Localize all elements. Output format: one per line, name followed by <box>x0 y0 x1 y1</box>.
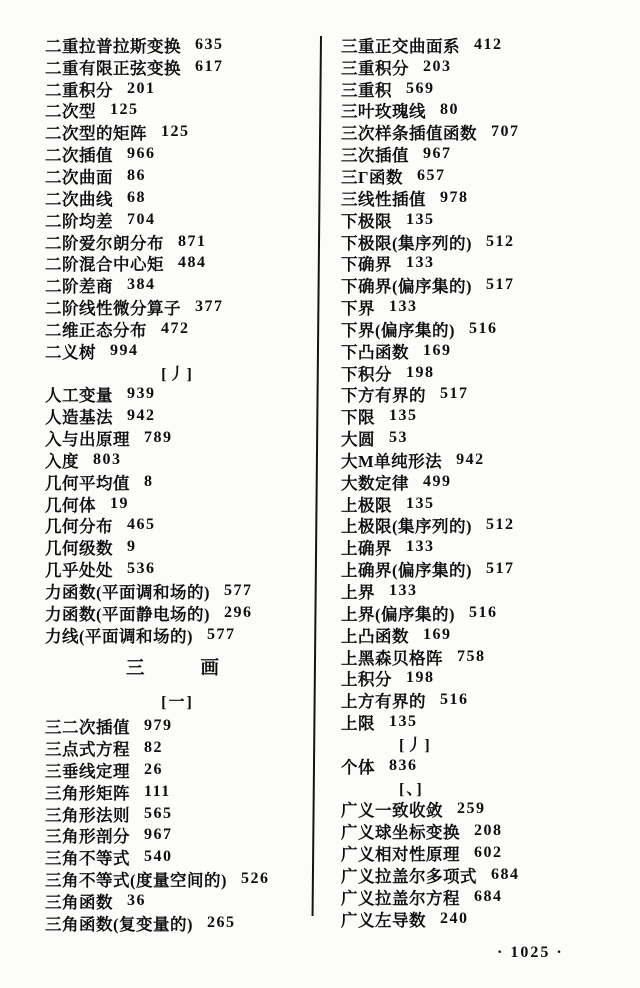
index-entry <box>341 471 623 493</box>
entry-term: 几何级数 <box>45 539 113 559</box>
entry-page-number: 978 <box>440 188 469 206</box>
entry-term: 下极限(集序列的) <box>341 233 472 253</box>
entry-term: 二维正态分布 <box>45 320 147 340</box>
entry-page-number: 516 <box>440 691 469 709</box>
entry-term: 三叶玫瑰线 <box>341 102 426 122</box>
entry-term: 二阶爱尔朗分布 <box>45 233 164 253</box>
entry-page-number: 86 <box>127 166 146 184</box>
section-header-char: 三 <box>125 658 145 679</box>
index-entry <box>45 143 310 165</box>
entry-term: 二次型的矩阵 <box>45 124 147 144</box>
entry-page-number: 526 <box>241 870 270 888</box>
entry-term: 三角函数(复变量的) <box>45 914 193 934</box>
entry-term: 上界(偏序集的) <box>341 604 455 624</box>
entry-term: 二重积分 <box>45 80 113 100</box>
index-entry <box>341 231 623 253</box>
entry-term: 大数定律 <box>341 473 409 493</box>
entry-term: 三重积分 <box>341 58 409 78</box>
entry-term: 下确界 <box>341 255 392 275</box>
entry-page-number: 516 <box>469 319 498 337</box>
column-divider <box>312 36 322 916</box>
stroke-group-marker: [丿] <box>399 737 432 755</box>
entry-term: 大圆 <box>341 430 375 450</box>
entry-page-number: 536 <box>127 560 156 578</box>
entry-page-number: 942 <box>127 407 156 425</box>
page-number: · 1025 · <box>497 944 564 961</box>
entry-page-number: 517 <box>486 276 515 294</box>
entry-term: 下极限 <box>341 211 392 231</box>
entry-page-number: 135 <box>389 713 418 731</box>
entry-term: 上极限 <box>341 495 392 515</box>
index-entry <box>45 803 310 825</box>
entry-page-number: 203 <box>423 57 452 75</box>
entry-term: 三垂线定理 <box>45 761 130 781</box>
entry-page-number: 871 <box>178 232 207 250</box>
entry-page-number: 384 <box>127 276 156 294</box>
index-entry <box>45 846 310 868</box>
entry-term: 二次曲面 <box>45 167 113 187</box>
index-entry <box>341 100 623 122</box>
index-entry <box>45 624 310 646</box>
entry-term: 力函数(平面调和场的) <box>45 583 210 603</box>
index-entry <box>45 340 310 362</box>
entry-term: 二阶差商 <box>45 277 113 297</box>
index-entry <box>45 890 310 912</box>
entry-page-number: 516 <box>469 603 498 621</box>
index-entry <box>341 799 623 821</box>
entry-term: 广义一致收敛 <box>341 801 443 821</box>
entry-page-number: 26 <box>144 760 163 778</box>
stroke-group-marker: [丿] <box>161 366 194 384</box>
entry-term: 二阶混合中心矩 <box>45 255 164 275</box>
entry-page-number: 111 <box>144 782 171 800</box>
index-entry <box>45 384 310 406</box>
index-entry <box>341 427 623 449</box>
index-entry <box>341 908 623 930</box>
index-entry <box>341 252 623 274</box>
entry-term: 下限 <box>341 408 375 428</box>
entry-term: 三二次插值 <box>45 718 130 738</box>
entry-page-number: 565 <box>144 804 173 822</box>
entry-term: 三重正交曲面系 <box>341 36 460 56</box>
index-entry <box>45 493 310 515</box>
index-entry <box>341 187 623 209</box>
entry-page-number: 133 <box>389 298 418 316</box>
entry-page-number: 577 <box>207 625 236 643</box>
index-entry <box>341 536 623 558</box>
left-column <box>45 34 310 934</box>
entry-page-number: 133 <box>406 538 435 556</box>
entry-term: 下方有界的 <box>341 386 426 406</box>
index-entry <box>45 187 310 209</box>
entry-term: 力线(平面调和场的) <box>45 626 193 646</box>
index-entry <box>341 842 623 864</box>
index-entry <box>45 515 310 537</box>
index-entry <box>341 624 623 646</box>
entry-term: 个体 <box>341 757 375 777</box>
index-entry <box>45 121 310 143</box>
entry-page-number: 577 <box>224 582 253 600</box>
entry-page-number: 657 <box>417 166 446 184</box>
index-entry <box>45 715 310 737</box>
index-entry <box>45 536 310 558</box>
section-header-char: 画 <box>200 658 220 679</box>
index-entry <box>45 427 310 449</box>
entry-term: 下确界(偏序集的) <box>341 277 472 297</box>
index-entry <box>45 274 310 296</box>
entry-page-number: 36 <box>127 891 146 909</box>
entry-page-number: 635 <box>195 35 224 53</box>
entry-term: 广义拉盖尔多项式 <box>341 866 477 886</box>
entry-page-number: 169 <box>423 341 452 359</box>
entry-term: 二重有限正弦变换 <box>45 58 181 78</box>
index-entry <box>341 384 623 406</box>
entry-page-number: 201 <box>127 79 156 97</box>
entry-term: 三点式方程 <box>45 740 130 760</box>
entry-term: 二阶均差 <box>45 211 113 231</box>
index-entry <box>341 689 623 711</box>
index-entry <box>45 296 310 318</box>
entry-page-number: 412 <box>474 35 503 53</box>
entry-page-number: 836 <box>389 756 418 774</box>
entry-page-number: 789 <box>144 429 173 447</box>
entry-term: 三Γ函数 <box>341 167 403 187</box>
entry-term: 三角形剖分 <box>45 827 130 847</box>
entry-page-number: 259 <box>457 800 486 818</box>
index-entry <box>341 56 623 78</box>
entry-page-number: 704 <box>127 210 156 228</box>
entry-term: 三线性插值 <box>341 189 426 209</box>
index-entry <box>341 493 623 515</box>
entry-term: 上积分 <box>341 670 392 690</box>
entry-term: 上方有界的 <box>341 692 426 712</box>
entry-term: 上限 <box>341 714 375 734</box>
entry-page-number: 803 <box>93 450 122 468</box>
entry-term: 三重积 <box>341 80 392 100</box>
entry-page-number: 133 <box>406 254 435 272</box>
index-entry <box>341 558 623 580</box>
entry-term: 下积分 <box>341 364 392 384</box>
index-entry <box>45 56 310 78</box>
entry-page-number: 377 <box>195 298 224 316</box>
index-entry <box>45 318 310 340</box>
entry-term: 人造基法 <box>45 408 113 428</box>
index-entry <box>341 515 623 537</box>
index-entry <box>45 165 310 187</box>
entry-term: 下凸函数 <box>341 342 409 362</box>
index-entry <box>341 864 623 886</box>
entry-term: 广义拉盖尔方程 <box>341 888 460 908</box>
entry-term: 二次型 <box>45 102 96 122</box>
section-header <box>45 656 310 678</box>
entry-page-number: 939 <box>127 385 156 403</box>
entry-page-number: 617 <box>195 57 224 75</box>
entry-page-number: 967 <box>144 826 173 844</box>
index-entry <box>45 781 310 803</box>
entry-page-number: 517 <box>440 385 469 403</box>
entry-page-number: 465 <box>127 516 156 534</box>
index-entry <box>341 274 623 296</box>
entry-term: 上确界 <box>341 539 392 559</box>
index-entry <box>45 602 310 624</box>
index-entry <box>341 296 623 318</box>
entry-term: 力函数(平面静电场的) <box>45 604 210 624</box>
entry-page-number: 540 <box>144 848 173 866</box>
index-entry <box>341 646 623 668</box>
entry-page-number: 135 <box>406 494 435 512</box>
entry-page-number: 484 <box>178 254 207 272</box>
entry-page-number: 684 <box>474 887 503 905</box>
index-entry <box>341 449 623 471</box>
entry-term: 三角形法则 <box>45 805 130 825</box>
index-entry <box>45 405 310 427</box>
index-entry <box>45 34 310 56</box>
entry-page-number: 499 <box>423 472 452 490</box>
entry-term: 广义球坐标变换 <box>341 823 460 843</box>
entry-term: 入与出原理 <box>45 430 130 450</box>
index-entry <box>45 78 310 100</box>
index-entry <box>45 252 310 274</box>
entry-page-number: 169 <box>423 625 452 643</box>
entry-page-number: 942 <box>456 450 485 468</box>
index-entry <box>45 100 310 122</box>
index-entry <box>341 820 623 842</box>
entry-page-number: 512 <box>486 232 515 250</box>
index-entry <box>341 143 623 165</box>
index-entry <box>341 886 623 908</box>
index-entry <box>45 558 310 580</box>
entry-term: 上凸函数 <box>341 626 409 646</box>
index-entry <box>45 471 310 493</box>
index-entry <box>341 405 623 427</box>
entry-page-number: 296 <box>224 603 253 621</box>
entry-page-number: 8 <box>144 472 154 490</box>
index-entry <box>341 362 623 384</box>
entry-term: 入度 <box>45 451 79 471</box>
entry-term: 上界 <box>341 583 375 603</box>
index-entry <box>341 340 623 362</box>
entry-page-number: 569 <box>406 79 435 97</box>
index-entry <box>341 165 623 187</box>
stroke-group-marker: [一] <box>161 693 194 711</box>
entry-page-number: 208 <box>474 822 503 840</box>
stroke-group-marker: [、] <box>399 781 424 799</box>
entry-page-number: 198 <box>406 363 435 381</box>
entry-page-number: 966 <box>127 145 156 163</box>
entry-term: 三次样条插值函数 <box>341 124 477 144</box>
index-entry <box>341 34 623 56</box>
entry-page-number: 125 <box>161 123 190 141</box>
index-entry <box>341 580 623 602</box>
entry-page-number: 135 <box>389 407 418 425</box>
entry-page-number: 68 <box>127 188 146 206</box>
index-entry <box>341 318 623 340</box>
entry-term: 几何体 <box>45 495 96 515</box>
entry-term: 大M单纯形法 <box>341 451 443 471</box>
entry-term: 几乎处处 <box>45 561 113 581</box>
entry-page-number: 684 <box>491 865 520 883</box>
index-entry <box>45 209 310 231</box>
entry-term: 三角不等式 <box>45 849 130 869</box>
entry-page-number: 125 <box>110 101 139 119</box>
index-entry <box>45 825 310 847</box>
entry-term: 二义树 <box>45 342 96 362</box>
entry-term: 下界(偏序集的) <box>341 320 455 340</box>
index-entry <box>45 868 310 890</box>
index-entry <box>341 602 623 624</box>
entry-page-number: 135 <box>406 210 435 228</box>
entry-term: 上极限(集序列的) <box>341 517 472 537</box>
index-entry <box>45 231 310 253</box>
entry-page-number: 517 <box>486 560 515 578</box>
index-entry <box>45 912 310 934</box>
entry-page-number: 979 <box>144 717 173 735</box>
entry-page-number: 707 <box>491 123 520 141</box>
entry-term: 二重拉普拉斯变换 <box>45 36 181 56</box>
entry-term: 三次插值 <box>341 146 409 166</box>
entry-term: 广义左导数 <box>341 910 426 930</box>
index-entry <box>341 121 623 143</box>
entry-term: 人工变量 <box>45 386 113 406</box>
entry-term: 广义相对性原理 <box>341 845 460 865</box>
index-entry <box>45 580 310 602</box>
entry-term: 二次插值 <box>45 146 113 166</box>
entry-term: 三角不等式(度量空间的) <box>45 871 227 891</box>
entry-term: 几何平均值 <box>45 473 130 493</box>
entry-page-number: 133 <box>389 582 418 600</box>
entry-term: 三角函数 <box>45 892 113 912</box>
index-entry <box>341 755 623 777</box>
entry-page-number: 512 <box>486 516 515 534</box>
entry-page-number: 198 <box>406 669 435 687</box>
entry-page-number: 9 <box>127 538 137 556</box>
entry-page-number: 472 <box>161 319 190 337</box>
entry-page-number: 82 <box>144 739 163 757</box>
entry-page-number: 80 <box>440 101 459 119</box>
entry-page-number: 53 <box>389 429 408 447</box>
entry-page-number: 758 <box>457 647 486 665</box>
entry-term: 几何分布 <box>45 517 113 537</box>
entry-term: 上黑森贝格阵 <box>341 648 443 668</box>
entry-term: 二阶线性微分算子 <box>45 299 181 319</box>
entry-page-number: 994 <box>110 341 139 359</box>
index-entry <box>341 209 623 231</box>
entry-term: 三角形矩阵 <box>45 783 130 803</box>
index-entry <box>341 78 623 100</box>
entry-term: 下界 <box>341 299 375 319</box>
entry-page-number: 19 <box>110 494 129 512</box>
index-entry <box>45 737 310 759</box>
index-entry <box>45 759 310 781</box>
index-entry <box>341 667 623 689</box>
entry-page-number: 265 <box>207 913 236 931</box>
index-entry <box>45 449 310 471</box>
entry-page-number: 602 <box>474 844 503 862</box>
index-entry <box>341 711 623 733</box>
entry-term: 上确界(偏序集的) <box>341 561 472 581</box>
entry-page-number: 967 <box>423 145 452 163</box>
right-column <box>341 34 623 930</box>
entry-term: 二次曲线 <box>45 189 113 209</box>
entry-page-number: 240 <box>440 909 469 927</box>
